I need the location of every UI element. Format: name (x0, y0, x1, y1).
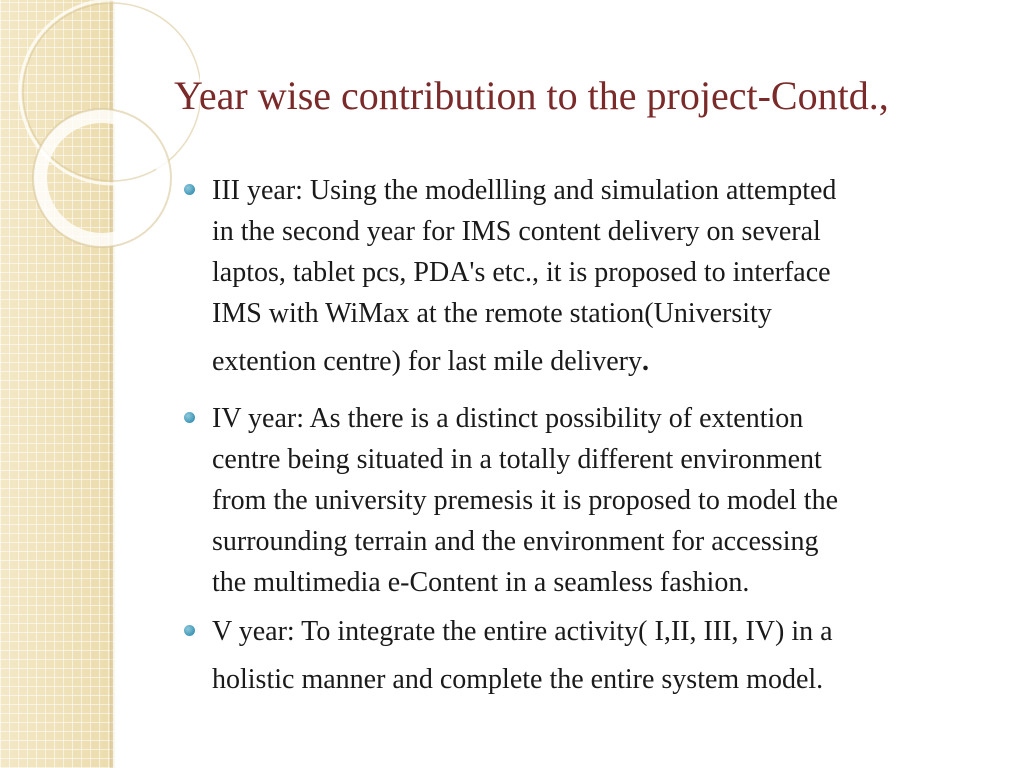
bullet-point-icon (184, 625, 195, 636)
bullet-line: extention centre) for last mile delivery (212, 346, 642, 377)
bullet-item-year-5 (184, 611, 984, 708)
bullet-point-icon (184, 184, 195, 195)
bullet-list (184, 170, 984, 716)
bullet-line: surrounding terrain and the environment for accessing (212, 526, 819, 557)
bullet-line: laptos, tablet pcs, PDA's etc., it is proposed to interface (212, 257, 831, 288)
bullet-line: from the university premesis it is proposed to model the (212, 485, 839, 516)
bullet-line: III year: Using the modellling and simulation attempted (212, 175, 837, 206)
decorative-ring-thick-outline (33, 109, 171, 247)
bullet-line: holistic manner and complete the entire system model. (212, 664, 824, 695)
bullet-point-icon (184, 412, 195, 423)
bullet-text (212, 611, 984, 708)
bullet-line: the multimedia e-Content in a seamless fashion. (212, 567, 750, 598)
bullet-line: centre being situated in a totally different environment (212, 444, 822, 475)
bullet-line: in the second year for IMS content delivery on several (212, 216, 821, 247)
bullet-line: IV year: As there is a distinct possibility of extention (212, 403, 804, 434)
slide-title: Year wise contribution to the project-Contd., (174, 73, 889, 118)
bullet-line: IMS with WiMax at the remote station(University (212, 298, 772, 329)
decorative-rings (0, 0, 200, 260)
bullet-text (212, 170, 984, 390)
bullet-text (212, 398, 984, 603)
bullet-item-year-4 (184, 398, 984, 603)
bullet-line: V year: To integrate the entire activity( I,II, III, IV) in a (212, 616, 833, 647)
bullet-trailing-period: . (641, 346, 649, 377)
bullet-item-year-3 (184, 170, 984, 390)
bullet-line-last (212, 334, 984, 390)
